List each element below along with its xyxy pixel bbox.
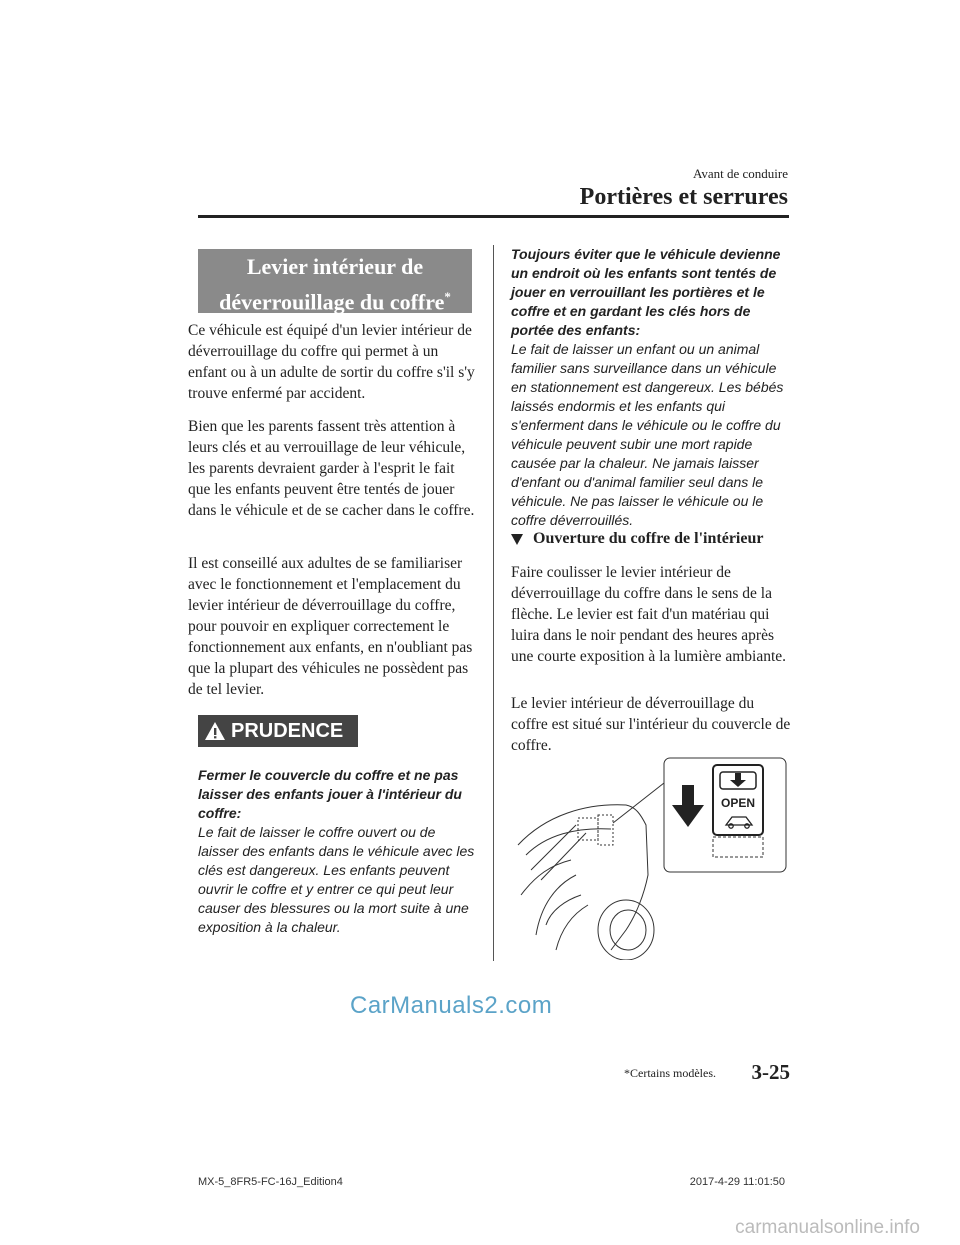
slide-lever-paragraph: Faire coulisser le levier intérieur de déverrouillage du coffre dans le sens de la flèche. Le levier est fait d'un matériau qui luira dans le noir pendant des heures après une courte exposition à la lumière ambiante.: [511, 564, 787, 665]
section-title-line1: Levier intérieur de: [246, 254, 424, 279]
caution-heading: Fermer le couvercle du coffre et ne pas laisser des enfants jouer à l'intérieur du coffre:: [198, 767, 462, 821]
running-header-section: Avant de conduire: [692, 166, 788, 181]
column-divider: [493, 245, 494, 961]
subsection-heading: [511, 530, 763, 548]
warning-heading: Toujours éviter que le véhicule devienne un endroit où les enfants sont tentés de jouer en verrouillant les portières et le coffre et en gardant les clés hors de portée des enfants:: [511, 246, 781, 338]
running-header-chapter: Portières et serrures: [579, 184, 788, 210]
subsection-heading-text: Ouverture du coffre de l'intérieur: [533, 530, 764, 547]
footnote: *Certains modèles.: [624, 1066, 716, 1080]
print-timestamp: 2017-4-29 11:01:50: [689, 1176, 785, 1188]
section-title-line2: déverrouillage du coffre*: [219, 289, 451, 315]
caution-label: [198, 715, 358, 747]
page-number: 3-25: [751, 1060, 790, 1084]
warning-text: [511, 245, 791, 530]
site-watermark: carmanualsonline.info: [735, 1217, 920, 1238]
header-rule: [198, 215, 789, 218]
trunk-lever-illustration: [516, 755, 790, 960]
section-title: [198, 249, 472, 313]
footnote-marker: *: [444, 289, 451, 304]
caution-body: Le fait de laisser le coffre ouvert ou de laisser des enfants dans le véhicule avec les clés est dangereux. Les enfants peuvent ouvrir le coffre et y entrer ce qui peut leur causer des blessures ou la mort suite à une exposition à la chaleur.: [198, 824, 475, 935]
open-label: OPEN: [720, 796, 756, 810]
parents-paragraph: Bien que les parents fassent très attention à leurs clés et au verrouillage de leur véhicule, les parents devraient garder à l'esprit le fait que les enfants peuvent être tentés de jouer dans le véhicule et de se cacher dans le coffre.: [188, 418, 475, 519]
document-id: MX-5_8FR5-FC-16J_Edition4: [198, 1176, 343, 1188]
caution-text: [198, 766, 478, 937]
warning-body: Le fait de laisser un enfant ou un animal familier sans surveillance dans un véhicule en stationnement est dangereux. Les bébés laissés endormis et les enfants qui s'enferment dans le véhicule ou le coffre du véhicule peuvent subir une mort rapide causée par la chaleur. Ne jamais laisser d'enfant ou d'animal familier seul dans le véhicule. Ne pas laisser le véhicule ou le coffre déverrouillés.: [511, 341, 784, 528]
caution-label-text: PRUDENCE: [231, 720, 344, 742]
warning-icon: [204, 721, 226, 741]
watermark-logo: CarManuals2.com: [350, 992, 553, 1019]
triangle-bullet-icon: [511, 534, 523, 545]
intro-paragraph: Ce véhicule est équipé d'un levier intérieur de déverrouillage du coffre qui permet à un enfant ou à un adulte de sortir du coffre s'il s'y trouve enfermé par accident.: [188, 322, 475, 402]
lever-location-paragraph: Le levier intérieur de déverrouillage du coffre est situé sur l'intérieur du couvercle de coffre.: [511, 695, 791, 754]
adults-paragraph: Il est conseillé aux adultes de se familiariser avec le fonctionnement et l'emplacement du levier intérieur de déverrouillage du coffre, pour pouvoir en expliquer correctement le fonctionnement aux enfants, en n'oubliant pas que la plupart des véhicules ne possèdent pas de tel levier.: [188, 555, 473, 698]
